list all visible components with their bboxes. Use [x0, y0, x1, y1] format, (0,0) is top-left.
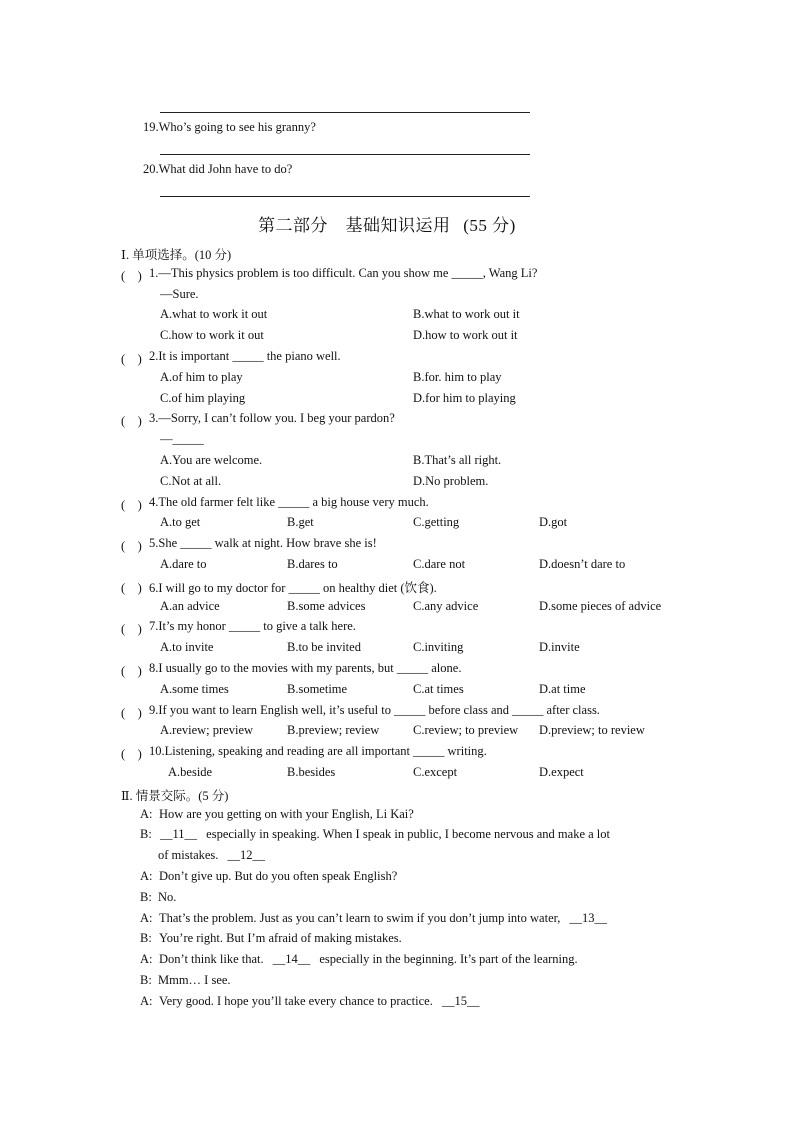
blank-14[interactable]: __14__: [272, 952, 311, 966]
part2-title: [258, 211, 516, 236]
option-10b[interactable]: B.besides: [287, 765, 336, 779]
option-7c[interactable]: C.inviting: [413, 640, 464, 654]
option-9b[interactable]: B.preview; review: [287, 723, 380, 737]
option-4c[interactable]: C.getting: [413, 515, 460, 529]
answer-paren[interactable]: ( ): [121, 747, 142, 761]
option-9c[interactable]: C.review; to preview: [413, 723, 519, 737]
answer-line-20: [160, 196, 530, 197]
blank-11[interactable]: __11__: [160, 827, 198, 841]
option-6a[interactable]: A.an advice: [160, 599, 220, 613]
mc-sub-3: —_____: [160, 432, 204, 446]
dialog-line: [159, 952, 578, 967]
option-10c[interactable]: C.except: [413, 765, 458, 779]
dialog-speaker: A:: [140, 911, 153, 925]
answer-paren[interactable]: ( ): [121, 539, 142, 553]
dialog-text: That’s the problem. Just as you can’t learn to swim if you don’t jump into water,: [159, 911, 561, 925]
answer-paren[interactable]: ( ): [121, 622, 142, 636]
dialog-speaker: A:: [140, 952, 153, 966]
option-7d[interactable]: D.invite: [539, 640, 580, 654]
mc-stem-10: 10.Listening, speaking and reading are all important _____ writing.: [149, 744, 487, 758]
dialog-line: [159, 994, 479, 1009]
option-9a[interactable]: A.review; preview: [160, 723, 254, 737]
option-7b[interactable]: B.to be invited: [287, 640, 361, 654]
option-10a[interactable]: A.beside: [168, 765, 213, 779]
dialog-speaker: A:: [140, 994, 153, 1008]
blank-13[interactable]: __13__: [569, 911, 608, 925]
dialog-speaker: B:: [140, 931, 152, 945]
option-5a[interactable]: A.dare to: [160, 557, 207, 571]
option-3a[interactable]: A.You are welcome.: [160, 453, 263, 467]
mc-sub-1: —Sure.: [160, 287, 199, 301]
option-5b[interactable]: B.dares to: [287, 557, 338, 571]
option-2d[interactable]: D.for him to playing: [413, 391, 516, 405]
option-7a[interactable]: A.to invite: [160, 640, 214, 654]
answer-paren[interactable]: ( ): [121, 664, 142, 678]
dialog-speaker: B:: [140, 973, 152, 987]
option-8b[interactable]: B.sometime: [287, 682, 348, 696]
option-8a[interactable]: A.some times: [160, 682, 229, 696]
dialog-line: [158, 848, 265, 863]
mc-stem-6: 6.I will go to my doctor for _____ on healthy diet (饮食).: [149, 581, 437, 595]
option-5c[interactable]: C.dare not: [413, 557, 466, 571]
option-4b[interactable]: B.get: [287, 515, 314, 529]
mc-stem-1: 1.—This physics problem is too difficult. Can you show me _____, Wang Li?: [149, 266, 538, 280]
dialog-speaker: B:: [140, 827, 152, 841]
dialog-line: How are you getting on with your English, Li Kai?: [159, 807, 414, 821]
dialog-line: No.: [158, 890, 177, 904]
option-8c[interactable]: C.at times: [413, 682, 464, 696]
mc-stem-2: 2.It is important _____ the piano well.: [149, 349, 341, 363]
dialog-line: [159, 911, 607, 926]
option-4d[interactable]: D.got: [539, 515, 568, 529]
option-6b[interactable]: B.some advices: [287, 599, 366, 613]
dialog-text: of mistakes.: [158, 848, 219, 862]
answer-line-19: [160, 154, 530, 155]
option-3c[interactable]: C.Not at all.: [160, 474, 222, 488]
dialog-line: Mmm… I see.: [158, 973, 231, 987]
answer-paren[interactable]: ( ): [121, 581, 142, 595]
option-3b[interactable]: B.That’s all right.: [413, 453, 502, 467]
part2-score: (55 分): [463, 216, 516, 235]
answer-paren[interactable]: ( ): [121, 269, 142, 283]
option-1b[interactable]: B.what to work out it: [413, 307, 520, 321]
option-9d[interactable]: D.preview; to review: [539, 723, 645, 737]
dialog-text: Don’t think like that.: [159, 952, 264, 966]
option-10d[interactable]: D.expect: [539, 765, 584, 779]
answer-line-18: [160, 112, 530, 113]
dialog-line: [160, 827, 610, 842]
option-1d[interactable]: D.how to work out it: [413, 328, 518, 342]
question-20: 20.What did John have to do?: [143, 162, 293, 176]
mc-stem-3: 3.—Sorry, I can’t follow you. I beg your pardon?: [149, 411, 395, 425]
dialog-text: especially in the beginning. It’s part of the learning.: [319, 952, 578, 966]
option-2b[interactable]: B.for. him to play: [413, 370, 502, 384]
dialog-speaker: A:: [140, 807, 153, 821]
option-6c[interactable]: C.any advice: [413, 599, 479, 613]
dialog-text: especially in speaking. When I speak in public, I become nervous and make a lot: [206, 827, 610, 841]
answer-paren[interactable]: ( ): [121, 498, 142, 512]
option-5d[interactable]: D.doesn’t dare to: [539, 557, 626, 571]
option-2a[interactable]: A.of him to play: [160, 370, 243, 384]
mc-stem-8: 8.I usually go to the movies with my parents, but _____ alone.: [149, 661, 462, 675]
mc-stem-9: 9.If you want to learn English well, it’s useful to _____ before class and _____ after class.: [149, 703, 600, 717]
answer-paren[interactable]: ( ): [121, 706, 142, 720]
option-1a[interactable]: A.what to work it out: [160, 307, 268, 321]
dialog-speaker: A:: [140, 869, 153, 883]
answer-paren[interactable]: ( ): [121, 414, 142, 428]
blank-12[interactable]: __12__: [227, 848, 266, 862]
part2-title-text: 第二部分 基础知识运用: [258, 216, 451, 235]
blank-15[interactable]: __15__: [441, 994, 480, 1008]
dialog-line: Don’t give up. But do you often speak English?: [159, 869, 398, 883]
option-8d[interactable]: D.at time: [539, 682, 586, 696]
option-1c[interactable]: C.how to work it out: [160, 328, 264, 342]
dialog-speaker: B:: [140, 890, 152, 904]
mc-stem-5: 5.She _____ walk at night. How brave she is!: [149, 536, 377, 550]
section2-title: Ⅱ. 情景交际。(5 分): [121, 789, 229, 803]
dialog-text: Very good. I hope you’ll take every chance to practice.: [159, 994, 433, 1008]
section1-title: Ⅰ. 单项选择。(10 分): [121, 248, 232, 262]
option-2c[interactable]: C.of him playing: [160, 391, 246, 405]
dialog-line: You’re right. But I’m afraid of making mistakes.: [159, 931, 402, 945]
option-3d[interactable]: D.No problem.: [413, 474, 489, 488]
option-4a[interactable]: A.to get: [160, 515, 201, 529]
question-19: 19.Who’s going to see his granny?: [143, 120, 316, 134]
option-6d[interactable]: D.some pieces of advice: [539, 599, 662, 613]
mc-stem-4: 4.The old farmer felt like _____ a big house very much.: [149, 495, 429, 509]
answer-paren[interactable]: ( ): [121, 352, 142, 366]
mc-stem-7: 7.It’s my honor _____ to give a talk here.: [149, 619, 356, 633]
